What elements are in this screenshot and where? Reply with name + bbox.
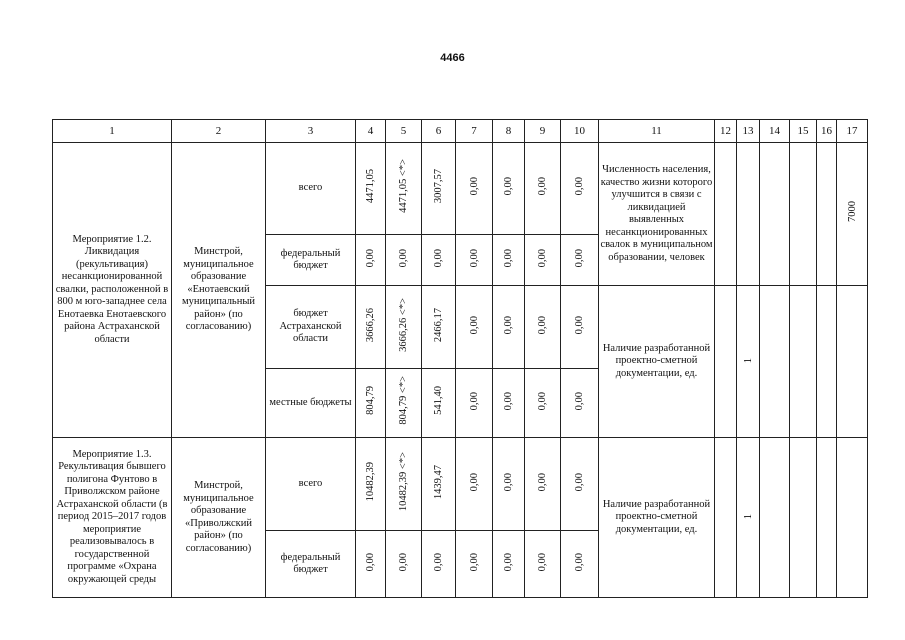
funding-source: федеральный бюджет [266,531,356,598]
value-cell: 3007,57 [422,143,456,235]
value-cell: 0,00 [386,235,422,286]
value-cell: 0,00 [493,286,525,369]
activity-name: Мероприятие 1.2. Ликвидация (рекультивация) несанкционированной свалки, расположенной в 800 м юго-западнее села Енотаевка Енотаевского района Астраханской области [53,143,172,438]
value-cell: 0,00 [456,143,493,235]
value-cell: 0,00 [525,438,561,531]
value-cell: 10482,39 <*> [386,438,422,531]
indicator-cell: Наличие разработанной проектно-сметной документации, ед. [599,438,715,598]
empty-cell [837,286,868,438]
value-cell: 0,00 [493,531,525,598]
empty-cell [837,438,868,598]
page-number: 4466 [440,52,465,64]
empty-cell [760,438,790,598]
funding-source: местные бюджеты [266,369,356,438]
value-cell: 0,00 [561,143,599,235]
header-cell: 12 [715,120,737,143]
value-cell: 10482,39 [356,438,386,531]
value-cell: 0,00 [525,531,561,598]
indicator-cell: Численность населения, качество жизни которого улучшится в связи с ликвидацией выявленных несанкционированных свалок в муниципальном образовании, человек [599,143,715,286]
indicator-cell: Наличие разработанной проектно-сметной документации, ед. [599,286,715,438]
header-cell: 9 [525,120,561,143]
value-cell: 0,00 [561,235,599,286]
value-cell: 0,00 [456,438,493,531]
value-cell: 541,40 [422,369,456,438]
program-table [52,119,868,598]
empty-cell [790,438,817,598]
value-cell: 0,00 [456,369,493,438]
header-cell: 2 [172,120,266,143]
header-cell: 8 [493,120,525,143]
empty-cell [817,143,837,286]
value-cell: 0,00 [456,286,493,369]
value-cell: 0,00 [422,531,456,598]
empty-cell [760,143,790,286]
header-cell: 16 [817,120,837,143]
value-cell: 3666,26 <*> [386,286,422,369]
empty-cell [715,286,737,438]
funding-source: бюджет Астраханской области [266,286,356,369]
header-cell: 4 [356,120,386,143]
empty-cell [715,438,737,598]
value-cell: 0,00 [493,235,525,286]
table-row [53,438,868,531]
funding-source: всего [266,438,356,531]
header-cell: 1 [53,120,172,143]
empty-cell [817,438,837,598]
empty-cell [737,143,760,286]
value-cell: 0,00 [561,369,599,438]
indicator-value: 1 [737,286,760,438]
funding-source: всего [266,143,356,235]
empty-cell [790,143,817,286]
indicator-value: 7000 [837,143,868,286]
value-cell: 0,00 [493,438,525,531]
value-cell: 0,00 [356,531,386,598]
value-cell: 3666,26 [356,286,386,369]
header-cell: 3 [266,120,356,143]
executor-cell: Минстрой, муниципальное образование «Приволжский район» (по согласованию) [172,438,266,598]
value-cell: 0,00 [525,143,561,235]
value-cell: 0,00 [493,143,525,235]
value-cell: 4471,05 [356,143,386,235]
table-row [53,143,868,235]
header-cell: 7 [456,120,493,143]
value-cell: 0,00 [525,286,561,369]
activity-name: Мероприятие 1.3. Рекультивация бывшего полигона Фунтово в Приволжском районе Астраханской области (в период 2015–2017 годов мероприятие реализовывалось в государственной программе «Охрана окружающей среды [53,438,172,598]
value-cell: 0,00 [422,235,456,286]
header-cell: 6 [422,120,456,143]
value-cell: 804,79 <*> [386,369,422,438]
header-cell: 15 [790,120,817,143]
value-cell: 4471,05 <*> [386,143,422,235]
value-cell: 1439,47 [422,438,456,531]
value-cell: 0,00 [561,438,599,531]
header-cell: 17 [837,120,868,143]
value-cell: 2466,17 [422,286,456,369]
empty-cell [790,286,817,438]
value-cell: 0,00 [525,369,561,438]
indicator-value: 1 [737,438,760,598]
value-cell: 0,00 [386,531,422,598]
empty-cell [715,143,737,286]
header-cell: 14 [760,120,790,143]
value-cell: 0,00 [525,235,561,286]
funding-source: федеральный бюджет [266,235,356,286]
value-cell: 0,00 [456,235,493,286]
value-cell: 0,00 [356,235,386,286]
value-cell: 0,00 [561,531,599,598]
value-cell: 804,79 [356,369,386,438]
empty-cell [760,286,790,438]
empty-cell [817,286,837,438]
value-cell: 0,00 [561,286,599,369]
value-cell: 0,00 [493,369,525,438]
header-cell: 13 [737,120,760,143]
header-cell: 11 [599,120,715,143]
value-cell: 0,00 [456,531,493,598]
header-cell: 5 [386,120,422,143]
executor-cell: Минстрой, муниципальное образование «Енотаевский муниципальный район» (по согласованию) [172,143,266,438]
header-cell: 10 [561,120,599,143]
header-row [53,120,868,143]
